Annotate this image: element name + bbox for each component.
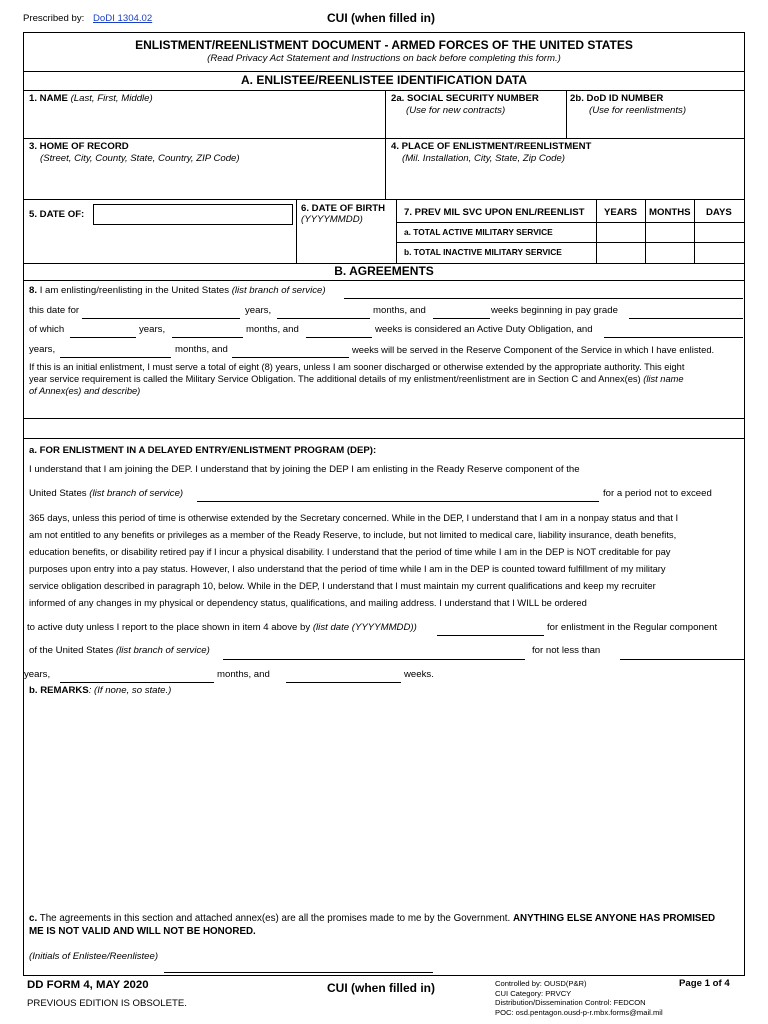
dep-min-years-blank[interactable]: [620, 659, 744, 660]
obsolete-note: PREVIOUS EDITION IS OBSOLETE.: [27, 998, 187, 1009]
date-of-input[interactable]: [93, 204, 293, 225]
dob-label: 6. DATE OF BIRTH: [301, 203, 386, 214]
paragraph-8-text: I am enlisting/reenlisting in the United States: [39, 285, 230, 296]
inactive-days-input[interactable]: [695, 243, 744, 263]
cui-footer: CUI (when filled in): [327, 981, 435, 995]
dep-line-11-c: weeks.: [404, 669, 434, 680]
weeks-blank[interactable]: [433, 318, 490, 319]
agreement-c-line-2: ME IS NOT VALID AND WILL NOT BE HONORED.: [29, 926, 256, 937]
line-4-a: years,: [29, 344, 56, 355]
divider: [296, 199, 297, 263]
line-3-a: of which: [29, 324, 65, 335]
dep-regular-branch-blank[interactable]: [223, 659, 525, 660]
dep-line-1: I understand that I am joining the DEP. I understand that by joining the DEP I am enlisting in the Ready Reserve component of the: [29, 464, 580, 475]
paragraph-8: [29, 285, 326, 297]
place-of-enlistment-field[interactable]: [386, 139, 744, 199]
home-label: 3. HOME OF RECORD: [29, 141, 129, 152]
mso-line-2: [29, 373, 684, 385]
dep-line-9-hint: (list date (YYYYMMDD)): [312, 622, 417, 633]
divider: [24, 280, 744, 281]
divider: [24, 438, 744, 439]
dep-line-2-hint: (list branch of service): [89, 488, 184, 499]
active-months-input[interactable]: [646, 223, 694, 242]
ado-months-blank[interactable]: [172, 337, 243, 338]
dodid-label: 2b. DoD ID NUMBER: [570, 93, 664, 104]
form-subtitle: (Read Privacy Act Statement and Instructions on back before completing this form.): [207, 53, 561, 64]
mso-line-2-hint: (list name: [643, 374, 684, 384]
form-id: DD FORM 4, MAY 2020: [27, 979, 149, 991]
dep-line-9-text: to active duty unless I report to the place shown in item 4 above by: [27, 622, 311, 633]
dep-branch-blank[interactable]: [197, 501, 599, 502]
ssn-field[interactable]: [386, 91, 566, 138]
home-of-record-field[interactable]: [24, 139, 385, 199]
mso-line-3: of Annex(es) and describe): [29, 386, 141, 396]
dep-line-11-b: months, and: [217, 669, 270, 680]
dodid-hint: (Use for reenlistments): [589, 105, 687, 116]
divider: [396, 199, 397, 263]
reserve-years-blank[interactable]: [60, 357, 171, 358]
name-hint: (Last, First, Middle): [70, 93, 153, 104]
agreement-c-label: c.: [29, 913, 38, 924]
dep-line-4: am not entitled to any benefits or privileges as a member of the Ready Reserve, to include, but not limited to medical care, liability insurance, death benefits,: [29, 529, 677, 540]
ssn-hint: (Use for new contracts): [406, 105, 506, 116]
agreement-c-line-1: [29, 913, 715, 925]
dep-line-10: [29, 645, 210, 657]
initials-hint: (Initials of Enlistee/Reenlistee): [29, 951, 159, 962]
inactive-years-input[interactable]: [597, 243, 645, 263]
line-2-a: this date for: [29, 305, 80, 316]
dep-line-2: [29, 488, 183, 500]
line-4-c: weeks will be served in the Reserve Component of the Service in which I have enlisted.: [352, 344, 715, 355]
ado-years-blank[interactable]: [70, 337, 136, 338]
dep-years-blank[interactable]: [60, 682, 214, 683]
months-header: MONTHS: [649, 207, 691, 218]
branch-blank[interactable]: [344, 298, 743, 299]
dep-line-9: [27, 622, 417, 634]
remarks-hint: : (If none, so state.): [88, 685, 172, 696]
cui-category: CUI Category: PRVCY: [495, 989, 572, 998]
form-title: ENLISTMENT/REENLISTMENT DOCUMENT - ARMED FORCES OF THE UNITED STATES: [135, 38, 633, 52]
dep-line-10-text: of the United States: [29, 645, 114, 656]
prev-svc-label: 7. PREV MIL SVC UPON ENL/REENLIST: [404, 207, 585, 218]
active-service-label: a. TOTAL ACTIVE MILITARY SERVICE: [404, 227, 553, 237]
months-blank[interactable]: [277, 318, 370, 319]
dob-hint: (YYYYMMDD): [301, 214, 363, 225]
inactive-months-input[interactable]: [646, 243, 694, 263]
reserve-months-blank[interactable]: [232, 357, 349, 358]
days-header: DAYS: [706, 207, 732, 218]
agreement-c-bold-1: ANYTHING ELSE ANYONE HAS PROMISED: [512, 913, 716, 924]
distribution-control: Distribution/Dissemination Control: FEDCON: [495, 998, 646, 1007]
line-2-c: months, and: [373, 305, 426, 316]
line-2-b: years,: [245, 305, 272, 316]
ado-weeks-blank[interactable]: [306, 337, 372, 338]
dep-line-8: informed of any changes in my physical or dependency status, qualifications, and mailing address. I understand that I WILL be ordered: [29, 597, 587, 608]
name-field[interactable]: [24, 91, 385, 138]
home-hint: (Street, City, County, State, Country, ZIP Code): [40, 153, 240, 164]
dep-line-3: 365 days, unless this period of time is otherwise extended by the Secretary concerned. While in the DEP, I understand that I am in a nonpay status and that I: [29, 512, 679, 523]
dep-line-5: education benefits, or disability retired pay if I incur a physical disability. I understand that the period of time while I am in the DEP is NOT creditable for pay: [29, 546, 671, 557]
prescribed-by-link[interactable]: DoDI 1304.02: [93, 13, 153, 24]
line-2-d: weeks beginning in pay grade: [491, 305, 618, 316]
dep-heading: a. FOR ENLISTMENT IN A DELAYED ENTRY/ENLISTMENT PROGRAM (DEP):: [29, 445, 377, 456]
mso-line-1: If this is an initial enlistment, I must serve a total of eight (8) years, unless I am sooner discharged or otherwise extended by the appropriate authority. This eight: [29, 362, 685, 372]
active-years-input[interactable]: [597, 223, 645, 242]
line-3-c: months, and: [246, 324, 299, 335]
cui-header: CUI (when filled in): [327, 11, 435, 25]
dep-line-2-text: United States: [29, 488, 87, 499]
section-b-heading: B. AGREEMENTS: [334, 264, 434, 278]
initials-blank[interactable]: [164, 972, 433, 973]
divider: [24, 199, 744, 200]
dep-date-blank[interactable]: [437, 635, 544, 636]
dep-months-blank[interactable]: [286, 682, 401, 683]
dep-line-7: service obligation described in paragraph 10, below. While in the DEP, I understand that I must maintain my current qualifications and keep my recruiter: [29, 580, 656, 591]
inactive-service-label: b. TOTAL INACTIVE MILITARY SERVICE: [404, 247, 562, 257]
dep-line-10-end: for not less than: [532, 645, 601, 656]
dep-line-6: purposes upon entry into a pay status. However, I also understand that the period of time while I am in the DEP is counted toward fulfillment of my military: [29, 563, 666, 574]
controlled-by: Controlled by: OUSD(P&R): [495, 979, 587, 988]
dep-line-11-a: years,: [24, 669, 51, 680]
years-blank[interactable]: [82, 318, 240, 319]
ssn-label: 2a. SOCIAL SECURITY NUMBER: [391, 93, 539, 104]
line-3-b: years,: [139, 324, 166, 335]
prescribed-by-label: Prescribed by:: [23, 13, 85, 24]
poc-email: POC: osd.pentagon.ousd-p-r.mbx.forms@mail.mil: [495, 1008, 663, 1017]
remarks-label: [29, 685, 171, 697]
page-number: Page 1 of 4: [679, 978, 730, 989]
active-days-input[interactable]: [695, 223, 744, 242]
dodid-field[interactable]: [567, 91, 744, 138]
place-hint: (Mil. Installation, City, State, Zip Code): [402, 153, 565, 164]
agreement-c-text: The agreements in this section and attached annex(es) are all the promises made to me by the Government.: [39, 913, 511, 924]
paragraph-8-hint: (list branch of service): [231, 285, 326, 296]
remarks-field[interactable]: [24, 699, 744, 907]
years-header: YEARS: [604, 207, 638, 218]
line-4-b: months, and: [175, 344, 228, 355]
mso-line-2-text: year service requirement is called the Military Service Obligation. The additional details of my enlistment/reenlistment are in Section C and Annex(es): [29, 374, 641, 384]
annex-field[interactable]: [24, 419, 744, 438]
form-page: [23, 32, 745, 976]
dep-line-10-hint: (list branch of service): [115, 645, 210, 656]
line-3-d: weeks is considered an Active Duty Obligation, and: [375, 324, 593, 335]
remarks-label-text: b. REMARKS: [29, 685, 89, 696]
paragraph-8-number: 8.: [29, 285, 38, 296]
name-label: 1. NAME: [29, 93, 68, 104]
date-of-label: 5. DATE OF:: [29, 209, 85, 220]
dep-line-2-end: for a period not to exceed: [603, 488, 712, 499]
section-a-heading: A. ENLISTEE/REENLISTEE IDENTIFICATION DATA: [240, 73, 527, 87]
dep-line-9-end: for enlistment in the Regular component: [547, 622, 718, 633]
pay-grade-blank[interactable]: [629, 318, 743, 319]
reserve-blank[interactable]: [604, 337, 743, 338]
place-label: 4. PLACE OF ENLISTMENT/REENLISTMENT: [391, 141, 592, 152]
